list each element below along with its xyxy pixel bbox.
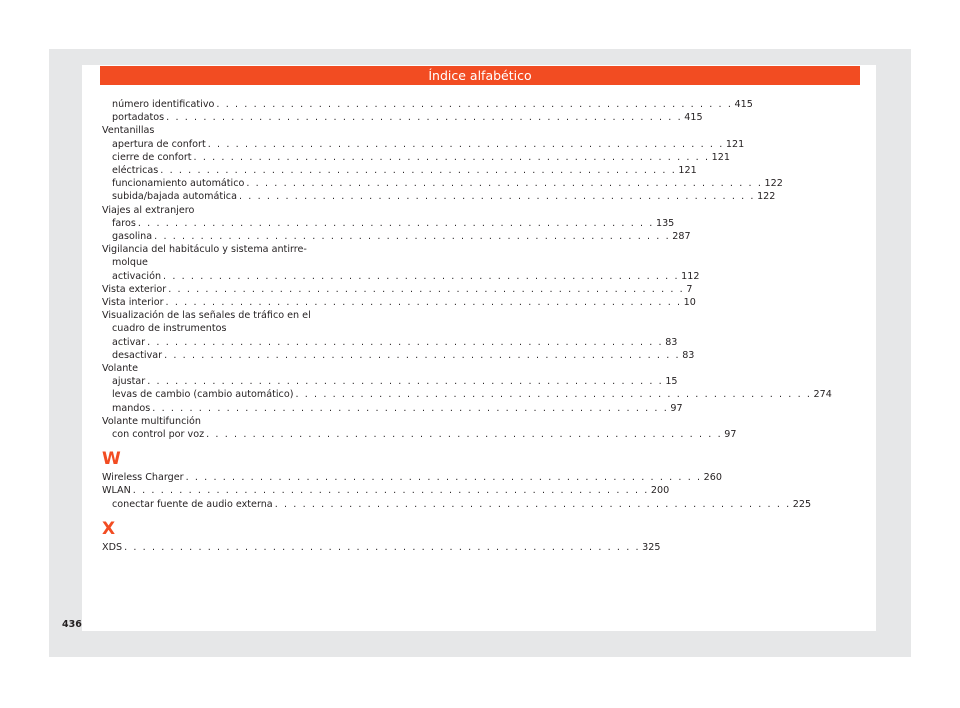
index-entry: [102, 375, 678, 388]
dot-leader: . . . . . . . . . . . . . . . . . . . . . . . . . . . . . . . . . . . . . . . . . . . . . . . . . . . . . . . .: [164, 349, 681, 361]
dot-leader: . . . . . . . . . . . . . . . . . . . . . . . . . . . . . . . . . . . . . . . . . . . . . . . . . . . . . . . .: [185, 472, 702, 484]
dot-leader: . . . . . . . . . . . . . . . . . . . . . . . . . . . . . . . . . . . . . . . . . . . . . . . . . . . . . . . .: [207, 138, 724, 150]
index-entry-label: portadatos: [112, 112, 165, 124]
index-entry-page: 83: [665, 336, 678, 348]
index-heading-label: Ventanillas: [102, 125, 155, 137]
index-entry: [102, 98, 753, 111]
index-entry-page: 10: [683, 297, 696, 309]
index-entry-label: mandos: [112, 402, 151, 414]
dot-leader: . . . . . . . . . . . . . . . . . . . . . . . . . . . . . . . . . . . . . . . . . . . . . . . . . . . . . . . .: [246, 178, 763, 190]
dot-leader: . . . . . . . . . . . . . . . . . . . . . . . . . . . . . . . . . . . . . . . . . . . . . . . . . . . . . . . .: [124, 541, 641, 553]
index-entry-label: Vista interior: [102, 297, 164, 309]
index-entry: [102, 111, 703, 124]
index-entry-label: Vista exterior: [102, 283, 167, 295]
index-letter-heading: W: [102, 449, 121, 470]
index-entry-page: 121: [725, 138, 745, 150]
index-entry-page: 135: [655, 217, 675, 229]
dot-leader: . . . . . . . . . . . . . . . . . . . . . . . . . . . . . . . . . . . . . . . . . . . . . . . . . . . . . . . .: [132, 485, 649, 497]
index-entry: [102, 498, 812, 511]
index-heading-label: Volante multifunción: [102, 415, 201, 427]
dot-leader: . . . . . . . . . . . . . . . . . . . . . . . . . . . . . . . . . . . . . . . . . . . . . . . . . . . . . . . .: [154, 231, 671, 243]
index-heading: [102, 124, 341, 137]
index-entry-label: cierre de confort: [112, 151, 192, 163]
index-entry-page: 7: [686, 283, 693, 295]
dot-leader: . . . . . . . . . . . . . . . . . . . . . . . . . . . . . . . . . . . . . . . . . . . . . . . . . . . . . . . .: [160, 165, 677, 177]
index-entry-page: 122: [757, 191, 776, 203]
index-entry: [102, 190, 776, 203]
index-entry-label: desactivar: [112, 349, 163, 361]
index-entry-page: 200: [650, 485, 670, 497]
index-entry-label: conectar fuente de audio externa: [112, 498, 273, 510]
index-entry-page: 260: [703, 472, 722, 484]
index-entry-label: Wireless Charger: [102, 472, 184, 484]
index-heading-label: Volante: [102, 363, 138, 375]
index-entry: [102, 428, 737, 441]
index-heading-label: Visualización de las señales de tráfico en el: [102, 310, 311, 322]
dot-leader: . . . . . . . . . . . . . . . . . . . . . . . . . . . . . . . . . . . . . . . . . . . . . . . . . . . . . . . .: [206, 429, 723, 441]
dot-leader: . . . . . . . . . . . . . . . . . . . . . . . . . . . . . . . . . . . . . . . . . . . . . . . . . . . . . . . .: [147, 376, 664, 388]
index-entry-label: WLAN: [102, 485, 131, 497]
index-entry-page: 325: [642, 541, 661, 553]
index-entry: [102, 471, 722, 484]
dot-leader: . . . . . . . . . . . . . . . . . . . . . . . . . . . . . . . . . . . . . . . . . . . . . . . . . . . . . . . .: [165, 297, 682, 309]
index-entry-page: 415: [734, 99, 753, 110]
index-heading: [102, 415, 341, 428]
index-entry: [102, 336, 678, 349]
index-entry: [102, 402, 683, 415]
index-heading-continuation: molque: [112, 257, 148, 269]
index-entry-page: 225: [792, 498, 812, 510]
index-entry: [102, 230, 691, 243]
index-entry-page: 415: [684, 112, 703, 124]
index-heading: [102, 204, 341, 217]
index-heading-continuation: cuadro de instrumentos: [112, 323, 227, 335]
index-heading-label: Viajes al extranjero: [102, 204, 195, 216]
index-letter-heading: X: [102, 518, 116, 539]
index-entry: [102, 270, 700, 283]
index-entry-page: 121: [678, 165, 697, 177]
index-entry: [102, 164, 697, 177]
index-entry-page: 15: [665, 376, 678, 388]
dot-leader: . . . . . . . . . . . . . . . . . . . . . . . . . . . . . . . . . . . . . . . . . . . . . . . . . . . . . . . .: [216, 99, 733, 110]
dot-leader: . . . . . . . . . . . . . . . . . . . . . . . . . . . . . . . . . . . . . . . . . . . . . . . . . . . . . . . .: [168, 283, 685, 295]
page-header: Índice alfabético: [100, 66, 860, 85]
index-entry: [102, 217, 675, 230]
index-entry-label: XDS: [102, 541, 123, 553]
dot-leader: . . . . . . . . . . . . . . . . . . . . . . . . . . . . . . . . . . . . . . . . . . . . . . . . . . . . . . . .: [193, 151, 710, 163]
index-entry-label: faros: [112, 217, 136, 229]
index-entry-label: activar: [112, 336, 146, 348]
index-column: [102, 98, 832, 554]
index-entry-page: 83: [682, 349, 695, 361]
index-entry: [102, 541, 661, 554]
index-entry-label: subida/bajada automática: [112, 191, 237, 203]
index-entry: [102, 283, 693, 296]
dot-leader: . . . . . . . . . . . . . . . . . . . . . . . . . . . . . . . . . . . . . . . . . . . . . . . . . . . . . . . .: [163, 270, 680, 282]
index-heading-label: Vigilancia del habitáculo y sistema antirre-: [102, 244, 307, 256]
dot-leader: . . . . . . . . . . . . . . . . . . . . . . . . . . . . . . . . . . . . . . . . . . . . . . . . . . . . . . . .: [166, 112, 683, 124]
dot-leader: . . . . . . . . . . . . . . . . . . . . . . . . . . . . . . . . . . . . . . . . . . . . . . . . . . . . . . . .: [137, 217, 654, 229]
index-entry: [102, 388, 832, 401]
index-entry-label: con control por voz: [112, 429, 205, 441]
index-entry-page: 112: [681, 270, 700, 282]
index-entry-page: 274: [813, 389, 832, 401]
index-entry-label: eléctricas: [112, 165, 159, 177]
index-entry-page: 121: [711, 151, 730, 163]
index-entry-page: 122: [764, 178, 783, 190]
index-entry-page: 97: [724, 429, 737, 441]
index-entry-label: número identificativo: [112, 99, 215, 110]
index-entry: [102, 296, 696, 309]
dot-leader: . . . . . . . . . . . . . . . . . . . . . . . . . . . . . . . . . . . . . . . . . . . . . . . . . . . . . . . .: [295, 389, 812, 401]
page-number: 436: [62, 619, 82, 630]
index-entry: [102, 349, 695, 362]
index-entry: [102, 484, 670, 497]
index-entry-label: activación: [112, 270, 162, 282]
index-entry-label: ajustar: [112, 376, 146, 388]
index-entry: [102, 177, 783, 190]
dot-leader: . . . . . . . . . . . . . . . . . . . . . . . . . . . . . . . . . . . . . . . . . . . . . . . . . . . . . . . .: [238, 191, 756, 203]
index-heading: [102, 243, 341, 269]
index-heading: [102, 362, 341, 375]
index-entry-page: 97: [670, 402, 683, 414]
index-entry-label: gasolina: [112, 231, 153, 243]
index-entry-label: apertura de confort: [112, 138, 206, 150]
index-entry: [102, 138, 745, 151]
index-entry-page: 287: [672, 231, 691, 243]
index-heading: [102, 309, 341, 335]
index-entry: [102, 151, 730, 164]
dot-leader: . . . . . . . . . . . . . . . . . . . . . . . . . . . . . . . . . . . . . . . . . . . . . . . . . . . . . . . .: [147, 336, 664, 348]
dot-leader: . . . . . . . . . . . . . . . . . . . . . . . . . . . . . . . . . . . . . . . . . . . . . . . . . . . . . . . .: [152, 402, 669, 414]
index-entry-label: levas de cambio (cambio automático): [112, 389, 294, 401]
dot-leader: . . . . . . . . . . . . . . . . . . . . . . . . . . . . . . . . . . . . . . . . . . . . . . . . . . . . . . . .: [274, 498, 791, 510]
index-entry-label: funcionamiento automático: [112, 178, 245, 190]
